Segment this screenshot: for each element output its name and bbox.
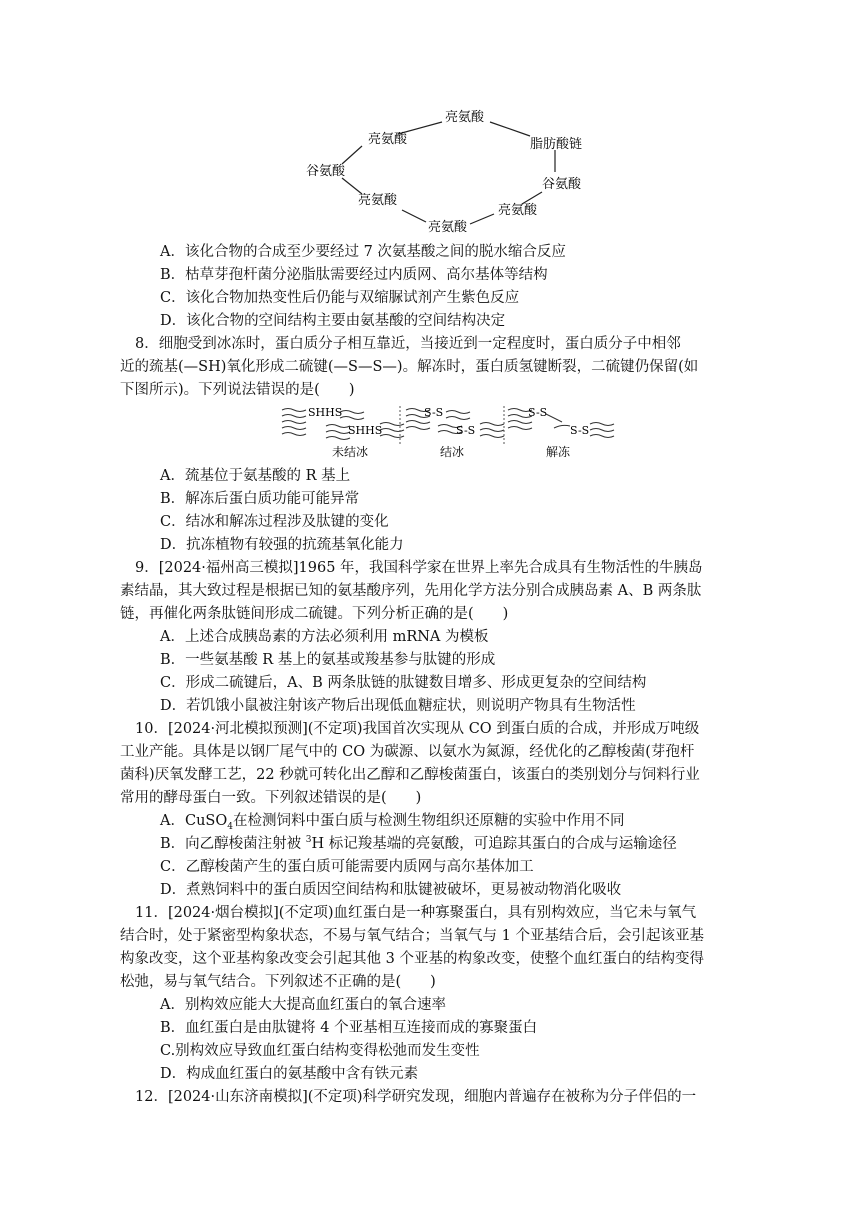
q8-stem-line-1: 8．细胞受到冰冻时，蛋白质分子相互靠近，当接近到一定程度时，蛋白质分子中相邻: [135, 336, 681, 352]
q9-option-c: C．形成二硫键后，A、B 两条肽链的肽键数目增多、形成更复杂的空间结构: [160, 675, 647, 691]
q8-stem-line-2: 近的巯基(—SH)氧化形成二硫键(—S—S—)。解冻时，蛋白质氢键断裂，二硫键仍保留(如: [120, 359, 699, 375]
q10-stem-line-3: 菌科)厌氧发酵工艺，22 秒就可转化出乙醇和乙醇梭菌蛋白，该蛋白的类别划分与饲料行业: [120, 767, 700, 783]
q10-option-c: C．乙醇梭菌产生的蛋白质可能需要内质网与高尔基体加工: [160, 859, 534, 875]
ss-label-1: S-S: [424, 406, 444, 419]
q11-option-c: C.别构效应导致血红蛋白结构变得松弛而发生变性: [160, 1043, 480, 1059]
q8-option-a: A．巯基位于氨基酸的 R 基上: [160, 468, 351, 484]
ring-node-4: 亮氨酸: [498, 203, 538, 218]
shhs-label-1: SHHS: [308, 406, 343, 419]
q9-stem-line-3: 链，再催化两条肽链间形成二硫键。下列分析正确的是( ): [120, 606, 509, 622]
shhs-label-2: SHHS: [348, 424, 383, 437]
ring-node-7: 谷氨酸: [306, 164, 346, 179]
panel-label-thawed: 解冻: [546, 445, 571, 459]
q11-stem-line-1: 11．[2024·烟台模拟](不定项)血红蛋白是一种寡聚蛋白，具有别构效应，当它未与氧气: [135, 905, 697, 921]
ss-label-3: S-S: [528, 406, 548, 419]
ring-node-5: 亮氨酸: [428, 220, 468, 235]
ss-label-2: S-S: [456, 424, 476, 437]
q7-option-b: B．枯草芽孢杆菌分泌脂肽需要经过内质网、高尔基体等结构: [160, 267, 548, 283]
disulfide-freeze-diagram: [278, 404, 618, 460]
ring-node-2: 脂肪酸链: [530, 137, 583, 152]
ring-node-6: 亮氨酸: [358, 193, 398, 208]
ss-label-4: S-S: [570, 424, 590, 437]
panel-dividers: [400, 406, 504, 444]
q8-stem-line-3: 下图所示)。下列说法错误的是( ): [120, 382, 355, 398]
q8-option-c: C．结冰和解冻过程涉及肽键的变化: [160, 514, 389, 530]
ring-node-3: 谷氨酸: [542, 177, 582, 192]
q10-option-a-subscript: 4: [227, 821, 233, 832]
q10-stem-line-1: 10．[2024·河北模拟预测](不定项)我国首次实现从 CO 到蛋白质的合成，并形成万吨级: [135, 721, 700, 737]
q10-option-a-post: 在检测饲料中蛋白质与检测生物组织还原糖的实验中作用不同: [232, 813, 625, 829]
q10-option-d: D．煮熟饲料中的蛋白质因空间结构和肽键被破坏，更易被动物消化吸收: [160, 882, 622, 898]
q9-stem-line-1: 9．[2024·福州高三模拟]1965 年，我国科学家在世界上率先合成具有生物活性的牛胰岛: [135, 560, 703, 576]
q9-option-a: A．上述合成胰岛素的方法必须利用 mRNA 为模板: [160, 629, 489, 645]
q11-option-d: D．构成血红蛋白的氨基酸中含有铁元素: [160, 1066, 419, 1082]
lipopeptide-ring-diagram: [290, 100, 610, 240]
q10-stem-line-4: 常用的酵母蛋白一致。下列叙述错误的是( ): [120, 790, 422, 806]
q11-option-a: A．别构效应能大大提高血红蛋白的氧合速率: [160, 997, 446, 1013]
q10-option-b-superscript: 3: [305, 835, 312, 846]
q10-option-a: [160, 811, 624, 831]
q7-option-d: D．该化合物的空间结构主要由氨基酸的空间结构决定: [160, 313, 506, 329]
q9-option-b: B．一些氨基酸 R 基上的氨基或羧基参与肽键的形成: [160, 652, 496, 668]
q10-option-b-post: H 标记羧基端的亮氨酸，可追踪其蛋白的合成与运输途径: [311, 836, 677, 852]
q10-option-a-pre: A．CuSO: [160, 813, 228, 829]
q9-stem-line-2: 素结晶，其大致过程是根据已知的氨基酸序列，先用化学方法分别合成胰岛素 A、B 两条肽: [120, 583, 702, 599]
q7-option-a: A．该化合物的合成至少要经过 7 次氨基酸之间的脱水缩合反应: [160, 244, 566, 260]
q9-option-d: D．若饥饿小鼠被注射该产物后出现低血糖症状，则说明产物具有生物活性: [160, 698, 636, 714]
q10-option-b: [160, 834, 677, 854]
ring-node-8: 亮氨酸: [368, 132, 408, 147]
q11-stem-line-2: 结合时，处于紧密型构象状态，不易与氧气结合；当氧气与 1 个亚基结合后，会引起该亚基: [120, 928, 704, 944]
q8-option-d: D．抗冻植物有较强的抗巯基氧化能力: [160, 537, 404, 553]
q11-stem-line-3: 构象改变，这个亚基构象改变会引起其他 3 个亚基的构象改变，使整个血红蛋白的结构变得: [120, 951, 704, 967]
q12-stem-line-1: 12．[2024·山东济南模拟](不定项)科学研究发现，细胞内普遍存在被称为分子伴侣的一: [135, 1089, 697, 1105]
q11-stem-line-4: 松弛，易与氧气结合。下列叙述不正确的是( ): [120, 974, 436, 990]
q11-option-b: B．血红蛋白是由肽键将 4 个亚基相互连接而成的寡聚蛋白: [160, 1020, 538, 1036]
panel-label-unfrozen: 未结冰: [332, 445, 369, 459]
q10-option-b-pre: B．向乙醇梭菌注射被: [160, 836, 306, 852]
q8-option-b: B．解冻后蛋白质功能可能异常: [160, 491, 360, 507]
q7-option-c: C．该化合物加热变性后仍能与双缩脲试剂产生紫色反应: [160, 290, 520, 306]
q10-stem-line-2: 工业产能。具体是以钢厂尾气中的 CO 为碳源、以氨水为氮源，经优化的乙醇梭菌(芽孢杆: [120, 744, 695, 760]
panel-label-frozen: 结冰: [440, 445, 465, 459]
ring-node-1: 亮氨酸: [445, 110, 485, 125]
